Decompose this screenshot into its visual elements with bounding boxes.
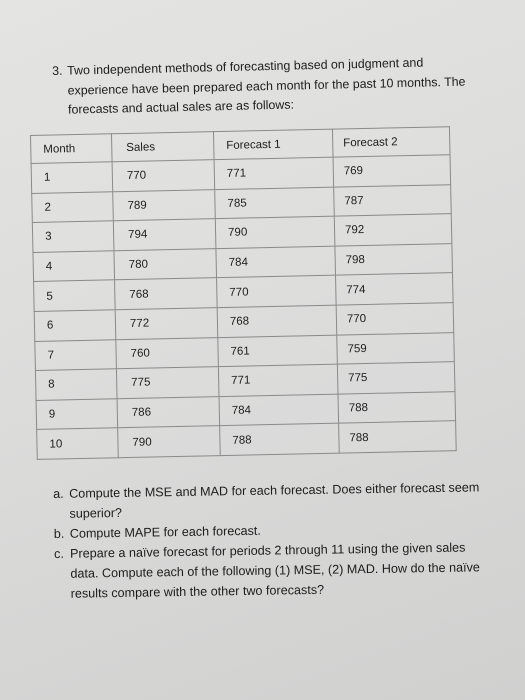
month-cell: 4 [33,251,115,282]
question-line: superior? [69,505,123,521]
sales-cell: 794 [113,219,216,251]
question-list [53,477,505,604]
header-forecast-1: Forecast 1 [213,129,333,159]
question-line: results compare with the other two forecasts? [70,582,325,601]
question-line: Compute the MSE and MAD for each forecast. Does either forecast seem [69,480,480,501]
question-line: Compute MAPE for each forecast. [69,523,261,541]
question-letter: b. [53,526,65,541]
forecast-2-cell: 787 [334,184,452,216]
month-cell: 6 [34,310,116,341]
forecast-1-cell: 761 [218,335,338,367]
forecast-2-cell: 759 [337,332,455,364]
forecast-2-cell: 798 [335,243,453,275]
forecast-1-cell: 768 [217,305,337,337]
question-letter: c. [53,546,65,561]
sales-cell: 772 [115,308,218,340]
question-item [53,477,504,524]
forecast-2-cell: 792 [334,214,452,246]
forecast-2-cell: 788 [339,421,457,453]
problem-intro [52,52,493,120]
sales-cell: 790 [118,426,221,458]
sales-cell: 780 [114,248,217,280]
forecast-table [30,126,457,460]
intro-line-2: experience have been prepared each month for the past 10 months. The [67,74,466,98]
header-sales: Sales [111,132,214,162]
forecast-1-cell: 784 [216,246,336,278]
problem-number: 3. [52,63,63,78]
sales-cell: 775 [116,367,219,399]
forecast-1-cell: 771 [218,364,338,396]
forecast-1-cell: 785 [215,187,335,219]
forecast-1-cell: 771 [214,157,334,189]
month-cell: 7 [35,339,117,370]
forecast-1-cell: 790 [215,216,335,248]
sales-cell: 789 [113,189,216,221]
header-month: Month [31,134,113,164]
month-cell: 5 [34,280,116,311]
month-cell: 9 [36,398,118,429]
forecast-table-wrapper [30,126,457,460]
forecast-2-cell: 769 [333,155,451,187]
month-cell: 2 [32,191,114,222]
sales-cell: 786 [117,396,220,428]
question-line: data. Compute each of the following (1) MSE, (2) MAD. How do the naïve [70,560,480,581]
sales-cell: 770 [112,160,215,192]
forecast-2-cell: 775 [337,362,455,394]
question-text [69,477,504,524]
question-letter: a. [53,486,64,501]
month-cell: 8 [35,369,117,400]
question-line: Prepare a naïve forecast for periods 2 through 11 using the given sales [69,540,466,561]
header-forecast-2: Forecast 2 [332,127,450,157]
question-item [54,537,505,604]
intro-line-1: 3. Two independent methods of forecasting based on judgment and [52,52,492,81]
table-body [31,155,456,460]
forecast-2-cell: 770 [336,303,454,335]
forecast-1-cell: 770 [217,276,337,308]
forecast-2-cell: 788 [338,391,456,423]
forecast-1-cell: 784 [219,394,339,426]
intro-line-3: forecasts and actual sales are as follows: [67,97,295,117]
question-text [70,537,505,604]
sales-cell: 760 [116,337,219,369]
month-cell: 3 [32,221,114,252]
sales-cell: 768 [115,278,218,310]
forecast-1-cell: 788 [220,423,340,455]
forecast-2-cell: 774 [336,273,454,305]
month-cell: 10 [37,428,119,459]
month-cell: 1 [31,162,113,193]
